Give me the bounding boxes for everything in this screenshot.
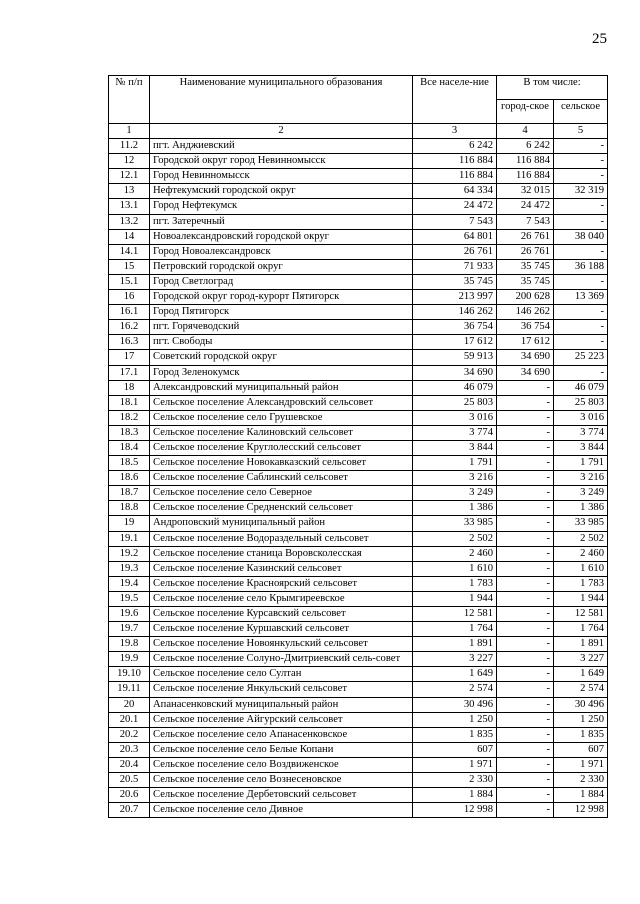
municipality-name: Городской округ город-курорт Пятигорск [150,290,413,305]
row-number: 16.1 [109,305,150,320]
population-total: 12 998 [413,803,497,818]
population-urban: - [497,576,554,591]
municipality-name: Сельское поселение село Воздвиженское [150,757,413,772]
population-total: 59 913 [413,350,497,365]
table-row [109,425,608,440]
population-urban: 116 884 [497,154,554,169]
municipality-name: Сельское поселение Дербетовский сельсовет [150,788,413,803]
table-row [109,591,608,606]
row-number: 20.7 [109,803,150,818]
row-number: 20.3 [109,742,150,757]
population-rural: 1 783 [554,576,608,591]
population-total: 3 216 [413,471,497,486]
population-total: 1 944 [413,591,497,606]
municipality-name: Сельское поселение село Апанасенковское [150,727,413,742]
municipality-name: Сельское поселение село Белые Копани [150,742,413,757]
municipality-name: пгт. Затеречный [150,214,413,229]
population-rural: 3 249 [554,486,608,501]
municipality-name: Городской округ город Невинномысск [150,154,413,169]
table-row [109,335,608,350]
population-rural: - [554,139,608,154]
municipality-name: Город Светлоград [150,274,413,289]
table-row [109,229,608,244]
population-total: 1 891 [413,637,497,652]
population-urban: - [497,501,554,516]
municipality-name: Сельское поселение Айгурский сельсовет [150,712,413,727]
population-urban: - [497,803,554,818]
population-urban: - [497,516,554,531]
population-rural: 2 502 [554,531,608,546]
population-rural: 3 227 [554,652,608,667]
row-number: 19.4 [109,576,150,591]
row-number: 16.2 [109,320,150,335]
header-rural: сельское [554,100,608,124]
row-number: 19.7 [109,622,150,637]
population-rural: 1 250 [554,712,608,727]
municipality-name: Город Новоалександровск [150,244,413,259]
population-urban: - [497,456,554,471]
population-total: 26 761 [413,244,497,259]
row-number: 20.5 [109,773,150,788]
row-number: 20.2 [109,727,150,742]
population-urban: 24 472 [497,199,554,214]
municipality-name: Сельское поселение село Вознесеновское [150,773,413,788]
municipality-name: Александровский муниципальный район [150,380,413,395]
population-rural: 1 649 [554,667,608,682]
population-rural: 1 971 [554,757,608,772]
row-number: 19.1 [109,531,150,546]
municipality-name: Советский городской округ [150,350,413,365]
municipality-name: Сельское поселение Новокавказский сельсовет [150,456,413,471]
row-number: 17.1 [109,365,150,380]
municipality-name: Сельское поселение село Дивное [150,803,413,818]
row-number: 20.1 [109,712,150,727]
population-rural: 1 791 [554,456,608,471]
municipality-name: Сельское поселение Круглолесский сельсовет [150,440,413,455]
municipality-name: Город Пятигорск [150,305,413,320]
population-rural: 2 460 [554,546,608,561]
population-total: 35 745 [413,274,497,289]
population-urban: 36 754 [497,320,554,335]
population-rural: 1 835 [554,727,608,742]
table-row [109,305,608,320]
population-rural: 1 884 [554,788,608,803]
population-urban: - [497,380,554,395]
row-number: 15.1 [109,274,150,289]
population-urban: 35 745 [497,274,554,289]
population-urban: - [497,607,554,622]
row-number: 14.1 [109,244,150,259]
population-urban: 26 761 [497,244,554,259]
population-urban: - [497,561,554,576]
population-rural: 13 369 [554,290,608,305]
row-number: 19.11 [109,682,150,697]
row-number: 18.7 [109,486,150,501]
column-index: 1 [109,124,150,139]
municipality-name: Сельское поселение село Грушевское [150,410,413,425]
population-total: 213 997 [413,290,497,305]
header-name: Наименование муниципального образования [150,76,413,124]
municipality-name: Апанасенковский муниципальный район [150,697,413,712]
table-row [109,274,608,289]
row-number: 20.6 [109,788,150,803]
population-rural: 2 574 [554,682,608,697]
table-row [109,803,608,818]
table-row [109,712,608,727]
municipality-name: Сельское поселение село Крымгиреевское [150,591,413,606]
table-row [109,697,608,712]
population-urban: 35 745 [497,259,554,274]
population-total: 33 985 [413,516,497,531]
population-urban: - [497,727,554,742]
row-number: 18.2 [109,410,150,425]
row-number: 19.9 [109,652,150,667]
population-urban: - [497,425,554,440]
population-rural: - [554,335,608,350]
population-total: 1 386 [413,501,497,516]
population-total: 1 764 [413,622,497,637]
population-urban: 32 015 [497,184,554,199]
population-total: 3 227 [413,652,497,667]
population-total: 7 543 [413,214,497,229]
population-urban: - [497,697,554,712]
population-urban: 7 543 [497,214,554,229]
population-rural: 3 216 [554,471,608,486]
population-total: 1 250 [413,712,497,727]
population-total: 12 581 [413,607,497,622]
population-rural: 36 188 [554,259,608,274]
population-rural: 1 386 [554,501,608,516]
table-row [109,561,608,576]
row-number: 20 [109,697,150,712]
population-table [108,75,608,818]
population-total: 116 884 [413,169,497,184]
population-rural: - [554,199,608,214]
population-total: 36 754 [413,320,497,335]
row-number: 19.2 [109,546,150,561]
municipality-name: Сельское поселение Калиновский сельсовет [150,425,413,440]
municipality-name: Сельское поселение станица Воровсколесская [150,546,413,561]
population-urban: - [497,652,554,667]
population-rural: 3 774 [554,425,608,440]
population-urban: 200 628 [497,290,554,305]
population-rural: - [554,214,608,229]
municipality-name: Сельское поселение Александровский сельсовет [150,395,413,410]
table-row [109,576,608,591]
table-row [109,199,608,214]
population-total: 64 334 [413,184,497,199]
population-total: 3 774 [413,425,497,440]
municipality-name: Сельское поселение Курсавский сельсовет [150,607,413,622]
table-row [109,365,608,380]
table-row [109,471,608,486]
population-rural: 2 330 [554,773,608,788]
population-urban: 17 612 [497,335,554,350]
population-rural: 12 581 [554,607,608,622]
row-number: 19.10 [109,667,150,682]
population-rural: - [554,365,608,380]
header-urban: город-ское [497,100,554,124]
municipality-name: Нефтекумский городской округ [150,184,413,199]
population-urban: - [497,757,554,772]
table-row [109,486,608,501]
table-row [109,788,608,803]
table-row [109,139,608,154]
municipality-name: Сельское поселение Водораздельный сельсовет [150,531,413,546]
population-rural: - [554,305,608,320]
row-number: 19.8 [109,637,150,652]
population-urban: - [497,712,554,727]
column-index: 4 [497,124,554,139]
column-index-row [109,124,608,139]
population-total: 1 791 [413,456,497,471]
population-total: 1 783 [413,576,497,591]
table-row [109,607,608,622]
municipality-name: Сельское поселение село Султан [150,667,413,682]
municipality-name: Сельское поселение Казинский сельсовет [150,561,413,576]
population-rural: 30 496 [554,697,608,712]
municipality-name: Город Зеленокумск [150,365,413,380]
table-row [109,244,608,259]
table-row [109,667,608,682]
row-number: 19 [109,516,150,531]
row-number: 13 [109,184,150,199]
municipality-name: Сельское поселение Янкульский сельсовет [150,682,413,697]
population-total: 1 610 [413,561,497,576]
table-row [109,516,608,531]
population-urban: - [497,546,554,561]
population-total: 2 460 [413,546,497,561]
table-row [109,154,608,169]
population-urban: - [497,622,554,637]
population-urban: 146 262 [497,305,554,320]
municipality-name: Андроповский муниципальный район [150,516,413,531]
population-urban: - [497,591,554,606]
column-index: 5 [554,124,608,139]
municipality-name: Петровский городской округ [150,259,413,274]
population-total: 3 249 [413,486,497,501]
municipality-name: пгт. Свободы [150,335,413,350]
population-total: 71 933 [413,259,497,274]
population-rural: - [554,274,608,289]
table-row [109,410,608,425]
table-row [109,682,608,697]
table-row [109,757,608,772]
population-total: 2 330 [413,773,497,788]
table-row [109,395,608,410]
row-number: 16 [109,290,150,305]
table-row [109,184,608,199]
column-index: 2 [150,124,413,139]
population-rural: 12 998 [554,803,608,818]
row-number: 13.2 [109,214,150,229]
population-urban: - [497,440,554,455]
table-row [109,637,608,652]
population-rural: - [554,169,608,184]
row-number: 14 [109,229,150,244]
municipality-name: Сельское поселение Красноярский сельсовет [150,576,413,591]
row-number: 12.1 [109,169,150,184]
population-urban: - [497,395,554,410]
table-body [109,139,608,818]
table-row [109,742,608,757]
table-row [109,727,608,742]
population-rural: 32 319 [554,184,608,199]
header-total: Все населе-ние [413,76,497,124]
table-row [109,380,608,395]
table-row [109,290,608,305]
population-total: 146 262 [413,305,497,320]
header-including: В том числе: [497,76,608,100]
population-urban: - [497,410,554,425]
population-total: 607 [413,742,497,757]
population-total: 30 496 [413,697,497,712]
population-rural: 1 764 [554,622,608,637]
population-rural: - [554,320,608,335]
row-number: 19.3 [109,561,150,576]
page-number: 25 [592,31,607,47]
column-index: 3 [413,124,497,139]
table-row [109,350,608,365]
population-urban: - [497,667,554,682]
row-number: 12 [109,154,150,169]
table-row [109,773,608,788]
row-number: 16.3 [109,335,150,350]
population-total: 17 612 [413,335,497,350]
table-row [109,456,608,471]
row-number: 18.1 [109,395,150,410]
population-rural: 46 079 [554,380,608,395]
table-row [109,531,608,546]
population-urban: - [497,471,554,486]
table-row [109,169,608,184]
municipality-name: Сельское поселение Средненский сельсовет [150,501,413,516]
row-number: 19.6 [109,607,150,622]
population-urban: 116 884 [497,169,554,184]
population-urban: - [497,742,554,757]
table-row [109,622,608,637]
population-rural: 1 944 [554,591,608,606]
row-number: 17 [109,350,150,365]
population-urban: 34 690 [497,365,554,380]
population-urban: 34 690 [497,350,554,365]
population-total: 46 079 [413,380,497,395]
population-total: 1 971 [413,757,497,772]
table-row [109,652,608,667]
municipality-name: пгт. Горячеводский [150,320,413,335]
municipality-name: Сельское поселение Саблинский сельсовет [150,471,413,486]
table-row [109,259,608,274]
table-header [109,76,608,139]
row-number: 15 [109,259,150,274]
row-number: 18.4 [109,440,150,455]
population-rural: 38 040 [554,229,608,244]
municipality-name: Город Нефтекумск [150,199,413,214]
population-total: 25 803 [413,395,497,410]
population-urban: 26 761 [497,229,554,244]
population-urban: - [497,637,554,652]
population-total: 1 884 [413,788,497,803]
population-total: 2 502 [413,531,497,546]
population-total: 34 690 [413,365,497,380]
municipality-name: Сельское поселение Куршавский сельсовет [150,622,413,637]
population-total: 2 574 [413,682,497,697]
population-urban: - [497,531,554,546]
population-urban: - [497,788,554,803]
municipality-name: Город Невинномысск [150,169,413,184]
population-rural: 1 610 [554,561,608,576]
population-urban: - [497,773,554,788]
row-number: 18.5 [109,456,150,471]
row-number: 18 [109,380,150,395]
population-total: 1 835 [413,727,497,742]
population-total: 24 472 [413,199,497,214]
population-total: 116 884 [413,154,497,169]
table-row [109,440,608,455]
population-rural: 3 844 [554,440,608,455]
population-total: 1 649 [413,667,497,682]
population-rural: 1 891 [554,637,608,652]
population-total: 64 801 [413,229,497,244]
municipality-name: пгт. Анджиевский [150,139,413,154]
row-number: 20.4 [109,757,150,772]
header-num: № п/п [109,76,150,124]
population-urban: - [497,682,554,697]
population-rural: - [554,244,608,259]
row-number: 18.3 [109,425,150,440]
population-total: 6 242 [413,139,497,154]
row-number: 18.8 [109,501,150,516]
population-total: 3 844 [413,440,497,455]
table-row [109,501,608,516]
population-rural: - [554,154,608,169]
table-row [109,214,608,229]
municipality-name: Новоалександровский городской округ [150,229,413,244]
population-total: 3 016 [413,410,497,425]
table-row [109,320,608,335]
municipality-name: Сельское поселение Солуно-Дмитриевский сель-совет [150,652,413,667]
municipality-name: Сельское поселение село Северное [150,486,413,501]
row-number: 11.2 [109,139,150,154]
population-urban: - [497,486,554,501]
population-urban: 6 242 [497,139,554,154]
population-rural: 25 803 [554,395,608,410]
population-rural: 25 223 [554,350,608,365]
municipality-name: Сельское поселение Новоянкульский сельсовет [150,637,413,652]
table-row [109,546,608,561]
row-number: 19.5 [109,591,150,606]
population-rural: 3 016 [554,410,608,425]
population-rural: 607 [554,742,608,757]
row-number: 18.6 [109,471,150,486]
population-rural: 33 985 [554,516,608,531]
row-number: 13.1 [109,199,150,214]
